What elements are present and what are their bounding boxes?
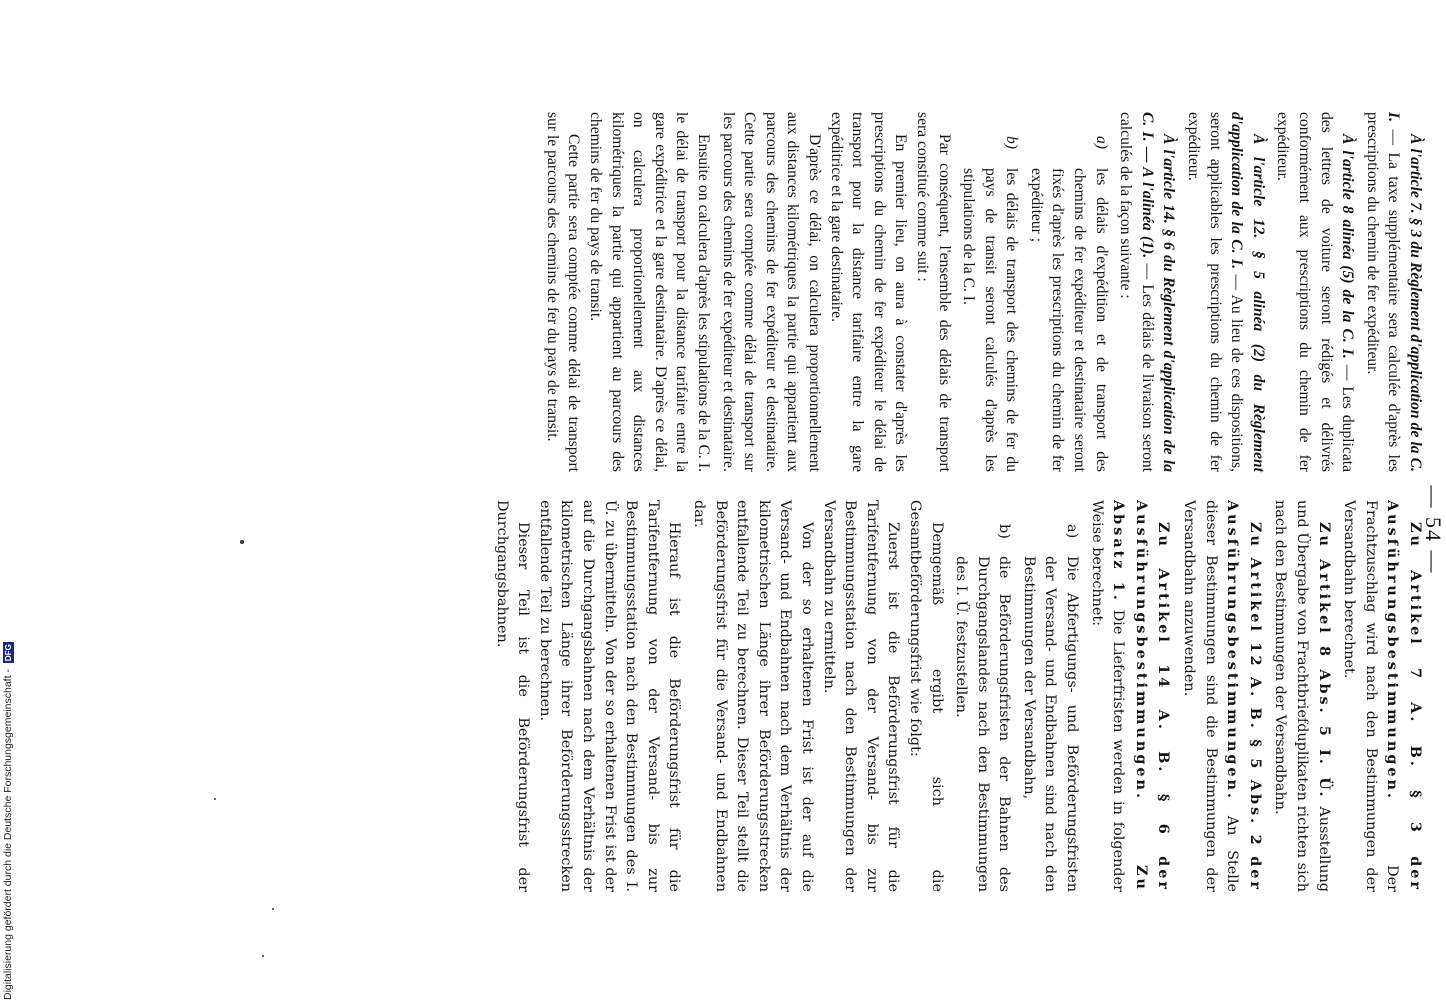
fr-reference-2: À l'article 8 alinéa (5) de la C. I. <box>1339 134 1357 359</box>
fr-paragraph-3 <box>1182 112 1268 472</box>
scan-speck <box>240 540 244 544</box>
fr-list-marker-b: b) <box>1003 136 1021 149</box>
french-column <box>541 112 1426 472</box>
de-list-text-a: Die Abfertigungs- und Beförderungsfristen der Versand- und Endbahnen sind nach den Bestimmungen der Versandbahn, <box>1020 556 1081 892</box>
scan-speck <box>214 798 216 800</box>
de-list-marker-a: a) <box>1064 524 1081 539</box>
fr-list-text-a: les délais d'expédition et de transport des chemins de fer expéditeur et destinataire seront fixés d'après les prescriptions du chemin de fer expéditeur ; <box>1027 168 1110 472</box>
de-text-3: An Stelle dieser Bestimmungen sind die Bestimmungen der Versandbahn anzuwenden. <box>1181 500 1241 892</box>
de-reference-2: Zu Artikel 8 Abs. 5 I. Ü. <box>1315 522 1333 800</box>
fr-paragraph-9: Cette partie sera comptée comme délai de transport sur le parcours des chemins de fer du pays de transit. <box>543 112 583 472</box>
de-list-item-b <box>950 500 1015 892</box>
scan-speck <box>262 955 264 957</box>
de-list-text-b: die Beförderungsfristen der Bahnen des Durchgangslandes nach den Bestimmungen des I. Ü. festzustellen. <box>953 556 1013 892</box>
fr-text-2: — Les duplicata des lettres de voiture seront rédigés et délivrés conformément aux prescriptions du chemin de fer expéditeur. <box>1274 112 1357 473</box>
fr-paragraph-6: En premier lieu, on aura à constater d'après les prescriptions du chemin de fer expéditeur le délai de transport pour la distance tarifaire entre la gare expéditrice et la gare destinataire. <box>827 112 910 472</box>
de-text-2: Ausstellung und Übergabe von Frachtbriefduplikaten richten sich nach den Bestimmungen der Versandbahn. <box>1272 500 1332 893</box>
scan-speck <box>272 908 274 910</box>
de-paragraph-2 <box>1269 500 1335 892</box>
page-number: — 54 — <box>1421 485 1446 575</box>
de-reference-3: Zu Artikel 12 A. B. § 5 Abs. 2 der Ausführungsbestimmungen. <box>1224 500 1264 892</box>
de-list-item-a <box>1017 500 1082 892</box>
fr-list-item-a <box>1025 112 1111 472</box>
fr-text-1: — La taxe supplémentaire sera calculée d'après les prescriptions du chemin de fer expéditeur. <box>1363 112 1403 472</box>
digitization-credit <box>0 0 16 1000</box>
fr-list-item-b <box>958 112 1023 472</box>
de-paragraph-7: Von der so erhaltenen Frist ist der auf die Versand- und Endbahnen nach dem Verhältnis der kilometrischen Länge ihrer Beförderungsstrecken entfallende Teil zu berechnen. Dieser Teil stellt die Beförderungsfrist für die Versand- und Endbahnen dar. <box>691 500 815 892</box>
fr-paragraph-4 <box>1115 112 1180 472</box>
fr-reference-1: À l'article 7. § 3 du Règlement d'application de la C. I. <box>1385 112 1424 472</box>
de-reference-1: Zu Artikel 7 A. B. § 3 der Ausführungsbestimmungen. <box>1384 500 1424 892</box>
fr-reference-4: À l'article 14. § 6 du Règlement d'application de la C. I. — A l'alinéa (1). <box>1138 112 1178 472</box>
de-list-marker-b: b) <box>996 524 1013 539</box>
fr-text-3: — Au lieu de ces dispositions, seront applicables les prescriptions du chemin de fer expéditeur. <box>1185 112 1246 472</box>
de-paragraph-8: Hierauf ist die Beförderungsfrist für die Tarifentfernung von der Versand- bis zur Bestimmungsstation nach den Bestimmungen des I. Ü. zu übermitteln. Von der so erhaltenen Frist ist der auf die Durchgangsbahnen nach dem Verhältnis der kilometrischen Länge ihrer Beförderungsstrecken entfallende Teil zu berechnen. <box>536 500 683 892</box>
fr-reference-3: À l'article 12. § 5 alinéa (2) du Règlement d'application de la C. I. <box>1228 112 1267 472</box>
de-paragraph-4 <box>1085 500 1174 892</box>
fr-paragraph-2 <box>1272 112 1358 472</box>
digitization-credit-text: Digitalisierung gefördert durch die Deutsche Forschungsgemeinschaft - <box>2 669 14 1000</box>
fr-list-text-b: les délais de transport des chemins de fer du pays de transit seront calculés d'après les stipulations de la C. I. <box>960 168 1021 472</box>
de-paragraph-1 <box>1338 500 1426 892</box>
de-paragraph-6: Zuerst ist die Beförderungsfrist für die Tarifentfernung von der Versand- bis zur Bestimmungsstation nach den Bestimmungen der Versandbahn zu ermitteln. <box>820 500 902 892</box>
de-paragraph-9: Dieser Teil ist die Beförderungsfrist der Durchgangsbahnen. <box>493 500 532 892</box>
de-paragraph-5: Demgemäß ergibt sich die Gesamtbeförderungsfrist wie folgt: <box>906 500 945 892</box>
german-column <box>490 500 1426 892</box>
de-text-4: Die Lieferfristen werden in folgender Weise berechnet: <box>1088 500 1127 892</box>
fr-list-marker-a: a) <box>1092 136 1110 149</box>
dfg-logo: DFG <box>3 644 13 662</box>
fr-paragraph-8: Ensuite on calculera d'après les stipulations de la C. I. le délai de transport pour la distance tarifaire entre la gare expéditrice et la gare destinataire. D'après ce délai, on calculera proportionellement aux distances kilométriques la partie qui appartient au parcours des chemins de fer du pays de transit. <box>587 112 712 472</box>
fr-paragraph-7: D'après ce délai, on calculera proportionnellement aux distances kilométriques la partie qui appartient aux parcours des chemins de fer expéditeur et destinataire. Cette partie sera comptée comme délai de transport sur les parcours des chemins de fer expéditeur et destinataire. <box>719 112 823 472</box>
fr-paragraph-5: Par conséquent, l'ensemble des délais de transport sera constitué comme suit : <box>913 112 953 472</box>
fr-paragraph-1 <box>1361 112 1426 472</box>
fr-text-4: — Les délais de livraison seront calculés de la façon suivante : <box>1117 112 1156 472</box>
de-paragraph-3 <box>1177 500 1265 892</box>
de-text-1: Der Frachtzuschlag wird nach den Bestimmungen der Versandbahn berechnet. <box>1341 500 1401 892</box>
de-reference-4: Zu Artikel 14 A. B. § 6 der Ausführungsbestimmungen. Zu Absatz 1. <box>1110 500 1173 892</box>
